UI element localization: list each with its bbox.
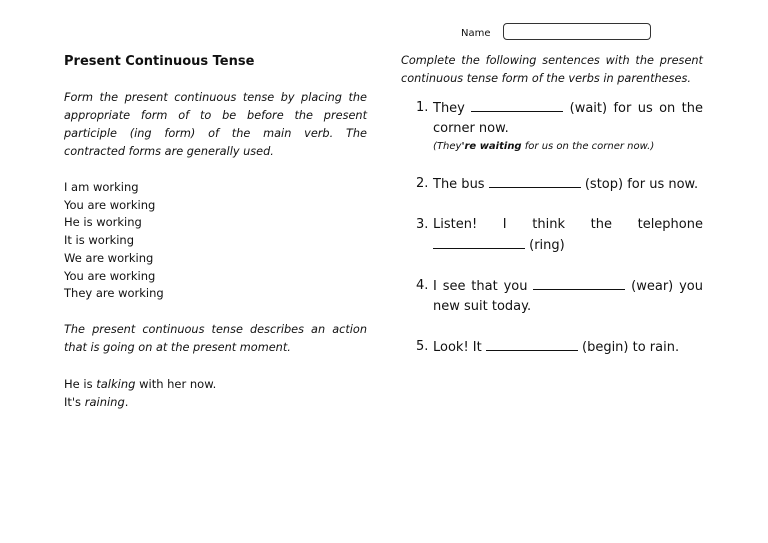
exercise-item: 5. Look! It (begin) to rain. [416,339,680,355]
exercise-item: 1. They (wait) for us on the corner now. (They're waiting for us on the corner now.) [416,100,703,152]
exercise-number: 1. [416,100,429,115]
exercise-number: 2. [416,176,429,191]
conjugation-item: It is working [64,233,135,248]
answer-blank[interactable] [489,174,581,188]
example-sentences [64,375,367,411]
conjugation-item: I am working [64,180,139,194]
exercise-section [401,52,703,378]
exercise-number: 4. [416,278,429,293]
answer-blank[interactable] [486,337,578,351]
conjugation-list [64,179,367,303]
intro-paragraph: Form the present continuous tense by placing the appropriate form of to be before the present participle (ing form) of the main verb. The contracted forms are generally used. [64,91,367,158]
grammar-explanation [64,54,367,411]
exercise-item: 3. Listen! I think the telephone (ring) [416,217,703,253]
conjugation-item: They are working [64,286,164,301]
usage-paragraph: The present continuous tense describes an action that is going on at the present moment. [64,322,367,354]
conjugation-item: You are working [64,197,156,212]
answer-blank[interactable] [533,276,625,290]
example-answer: (They're waiting for us on the corner now.) [433,141,655,152]
exercise-item: 4. I see that you (wear) you new suit today. [416,278,703,314]
name-label: Name [461,28,491,39]
answer-blank[interactable] [471,98,563,112]
answer-blank[interactable] [433,235,525,249]
example-sentence: He is talking with her now. [64,376,217,391]
exercise-number: 5. [416,339,429,354]
conjugation-item: We are working [64,250,154,265]
example-sentence: It's raining. [64,394,129,409]
conjugation-item: You are working [64,268,156,283]
exercise-number: 3. [416,217,429,232]
exercise-list [401,98,703,358]
conjugation-item: He is working [64,215,142,230]
exercise-item: 2. The bus (stop) for us now. [416,176,699,192]
name-field[interactable] [503,23,651,40]
instructions: Complete the following sentences with the present continuous tense form of the verbs in parentheses. [401,54,703,85]
page-title: Present Continuous Tense [64,54,255,69]
